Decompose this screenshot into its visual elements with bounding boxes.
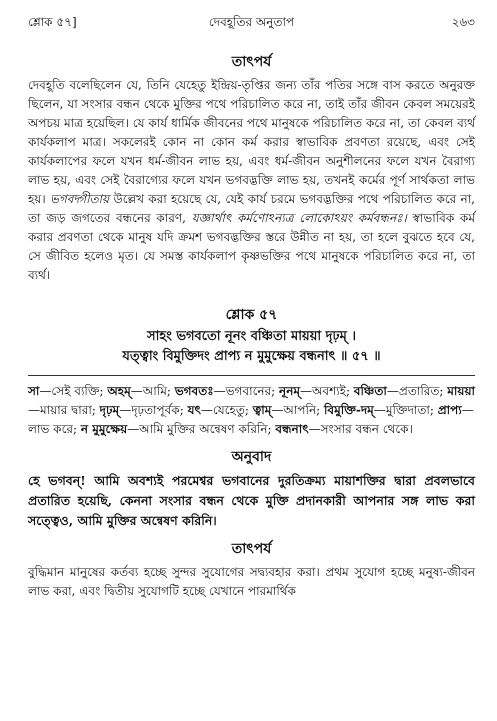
synonyms-block: সা—সেই ব্যক্তি; অহম্—আমি; ভগবতঃ—ভগবানের; নূনম্—অবশ্যই; বঞ্চিতা—প্রতারিত; মায়য়া—মায়ার দ্বারা; দৃঢ়ম্—দৃঢ়তাপূর্বক; যৎ—যেহেতু; ত্বাম্—আপনি; বিমুক্তি-দম্—মুক্তিদাতা; প্রাপ্য—লাভ করে; ন মুমুক্ষেয়—আমি মুক্তির অন্বেষণ করিনি; বন্ধনাৎ—সংসার বন্ধন থেকে।	[28, 384, 475, 436]
synonym-meaning: লাভ করে	[28, 422, 73, 436]
purport-text-a: দেবহূতি বলেছিলেন যে, তিনি যেহেতু ইন্দ্রিয়-তৃপ্তির জন্য তাঁর পতির সঙ্গে বাস করতে অনুরক্ত ছিলেন, যা সংসার বন্ধন থেকে মুক্তির পথে পরিচালিত করে না, তাই তাঁর জীবন কেবল সময়েরই অপচয় মাত্র হয়েছিল। যে কার্য ধার্মিক জীবনের পথে মানুষকে পরিচালিত করে না, তা কেবল ব্যর্থ কার্যকলাপ মাত্র। সকলেরই কোন না কোন কর্ম করার স্বাভাবিক প্রবণতা রয়েছে, এবং সেই কার্যকলাপের ফলে যখন ধর্ম-জীবন লাভ হয়, এবং ধর্ম-জীবন অনুশীলনের ফলে যখন বৈরাগ্য লাভ হয়, এবং সেই বৈরাগ্যের ফলে যখন ভগবদ্ভক্তি লাভ হয়, তখনই কর্মের পূর্ণ সার্থকতা লাভ হয়।	[28, 78, 475, 206]
synonym-meaning: মায়ার দ্বারা	[40, 403, 92, 417]
synonym-term: ত্বাম্	[252, 403, 272, 417]
purport-heading: তাৎপর্য	[231, 54, 272, 70]
synonym-meaning: মুক্তিদাতা	[385, 403, 430, 417]
purport-heading: তাৎপর্য	[231, 541, 272, 557]
synonym-meaning: যেহেতু	[212, 403, 245, 417]
synonym-term: সা	[28, 384, 40, 398]
translation-heading: অনুবাদ	[231, 449, 272, 465]
page-number: ২৬৩	[451, 15, 475, 29]
synonym-term: ভগবতঃ	[174, 384, 214, 398]
synonym-meaning: আমি	[142, 384, 167, 398]
running-head-chapter-title: দেবহূতির অনুতাপ	[208, 15, 295, 29]
purport-paragraph	[28, 76, 475, 285]
synonym-term: প্রাপ্য	[437, 403, 462, 417]
translation-text: হে ভগবন্! আমি অবশ্যই পরমেশ্বর ভগবানের দুরতিক্রম্য মায়াশক্তির দ্বারা প্রবলভাবে প্রতারিত হয়েছি, কেননা সংসার বন্ধন থেকে মুক্তি প্রদানকারী আপনার সঙ্গ লাভ করা সত্ত্বেও, আমি মুক্তির অন্বেষণ করিনি।	[28, 473, 475, 528]
verse-line-1: সাহং ভগবতো নূনং বঞ্চিতা মায়য়া দৃঢ়ম্ ।	[147, 329, 356, 344]
purport-text-c: স্বাভাবিক কর্ম করার প্রবণতা থেকে মানুষ যদি ক্রমশ ভগবদ্ভক্তির স্তরে উন্নীত না হয়, তা হলে বুঝতে হবে যে, সে জীবিত হলেও মৃত। যে সমস্ত কার্যকলাপ কৃষ্ণভক্তির পথে মানুষকে পরিচালিত করে না, তা ব্যর্থ।	[28, 211, 475, 282]
synonym-term: নূনম্	[279, 384, 301, 398]
synonym-term: বঞ্চিতা	[353, 384, 387, 398]
synonym-term: বন্ধনাৎ	[275, 422, 309, 436]
synonym-meaning: প্রতারিত	[398, 384, 440, 398]
synonym-meaning: আমি মুক্তির অন্বেষণ করিনি	[139, 422, 268, 436]
purport-text-b: উল্লেখ করা হয়েছে যে, যেই কার্য চরমে ভগবদ্ভক্তির পথে পরিচালিত করে না, তা জড় জগতের বন্ধনের কারণ,	[28, 192, 475, 225]
synonym-meaning: ভগবানের	[225, 384, 272, 398]
running-head	[28, 14, 475, 32]
synonym-meaning: আপনি	[283, 403, 317, 417]
synonym-meaning: সেই ব্যক্তি	[51, 384, 100, 398]
synonym-term: মায়য়া	[447, 384, 475, 398]
purport-italic-quote: যজ্ঞার্থাৎ কর্মণোঽন্যত্র লোকোঽয়ং কর্মবন্ধনঃ।	[191, 211, 407, 225]
purport-paragraph: বুদ্ধিমান মানুষের কর্তব্য হচ্ছে সুন্দর সুযোগের সদ্ব্যবহার করা। প্রথম সুযোগ হচ্ছে মনুষ্য-জীবন লাভ করা, এবং দ্বিতীয় সুযোগটি হচ্ছে যেখানে পারমার্থিক	[28, 565, 475, 598]
synonym-term: অহম্	[107, 384, 131, 398]
running-head-verse-ref: শ্লোক ৫৭]	[28, 15, 77, 29]
synonym-meaning: সংসার বন্ধন থেকে	[320, 422, 409, 436]
synonym-term: ন মুমুক্ষেয়	[80, 422, 128, 436]
purport-italic-gita: ভগবদ্গীতায়	[49, 192, 110, 206]
page-content	[28, 52, 475, 601]
verse-line-2: যত্ত্বাং বিমুক্তিদং প্রাপ্য ন মুমুক্ষেয় বন্ধনাৎ ॥ ৫৭ ॥	[122, 349, 381, 364]
divider	[28, 375, 475, 376]
synonym-term: যৎ	[187, 403, 201, 417]
verse-heading: শ্লোক ৫৭	[225, 307, 278, 323]
synonym-meaning: অবশ্যই	[312, 384, 346, 398]
synonym-meaning: দৃঢ়তাপূর্বক	[131, 403, 180, 417]
synonym-term: বিমুক্তি-দম্	[324, 403, 374, 417]
synonym-term: দৃঢ়ম্	[99, 403, 120, 417]
